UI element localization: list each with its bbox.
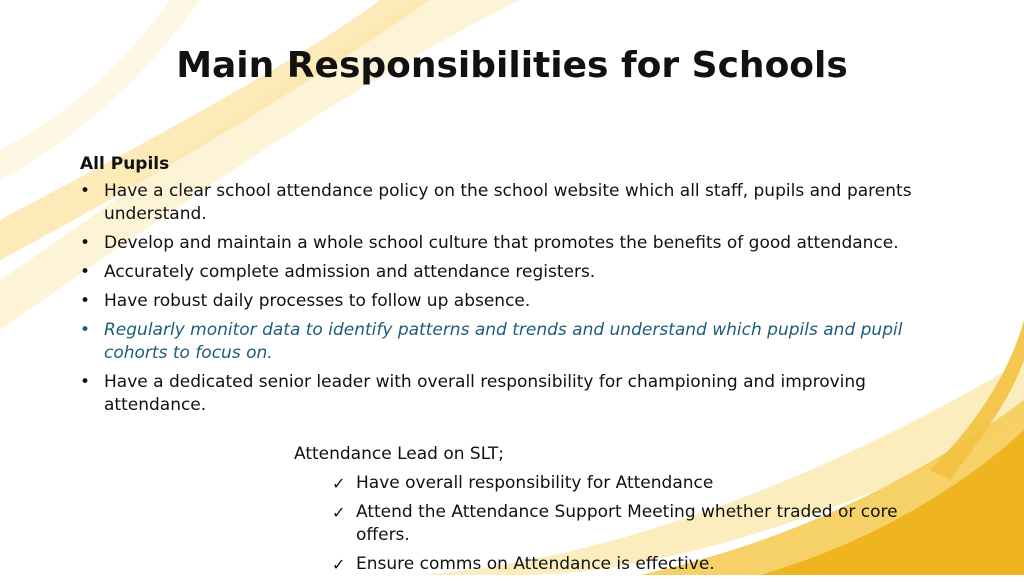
bullet-marker: •	[80, 181, 91, 201]
checklist-item	[332, 553, 952, 576]
list-item-text: Regularly monitor data to identify patterns and trends and understand which pupils and pupil cohorts to focus on.	[104, 320, 903, 363]
checklist-item	[332, 501, 952, 547]
list-item	[80, 232, 940, 255]
list-item	[80, 261, 940, 284]
list-item	[80, 371, 940, 417]
attendance-lead-label: Attendance Lead on SLT;	[294, 444, 504, 464]
list-item	[80, 290, 940, 313]
bullet-marker: •	[80, 233, 91, 253]
list-item-text: Accurately complete admission and attendance registers.	[104, 262, 596, 282]
checklist-item-text: Ensure comms on Attendance is effective.	[356, 554, 715, 574]
checklist-item-text: Attend the Attendance Support Meeting whether traded or core offers.	[356, 502, 898, 545]
checklist-item	[332, 472, 952, 495]
checkmark-icon: ✓	[332, 555, 346, 574]
list-item-text: Have a clear school attendance policy on the school website which all staff, pupils and parents understand.	[104, 181, 912, 224]
checklist-item-text: Have overall responsibility for Attendance	[356, 473, 714, 493]
slide-title: Main Responsibilities for Schools	[176, 45, 848, 86]
checkmark-icon: ✓	[332, 474, 346, 493]
list-item	[80, 180, 940, 226]
bullet-marker: •	[80, 291, 91, 311]
list-item-text: Develop and maintain a whole school culture that promotes the benefits of good attendance.	[104, 233, 899, 253]
lead-checklist	[332, 472, 952, 582]
list-item-text: Have robust daily processes to follow up absence.	[104, 291, 531, 311]
bullet-marker: •	[80, 320, 91, 340]
section-heading: All Pupils	[80, 154, 170, 174]
list-item-text: Have a dedicated senior leader with overall responsibility for championing and improving attendance.	[104, 372, 866, 415]
bullet-marker: •	[80, 372, 91, 392]
checkmark-icon: ✓	[332, 503, 346, 522]
list-item-highlighted	[80, 319, 940, 365]
bullet-marker: •	[80, 262, 91, 282]
responsibilities-list	[80, 180, 940, 423]
